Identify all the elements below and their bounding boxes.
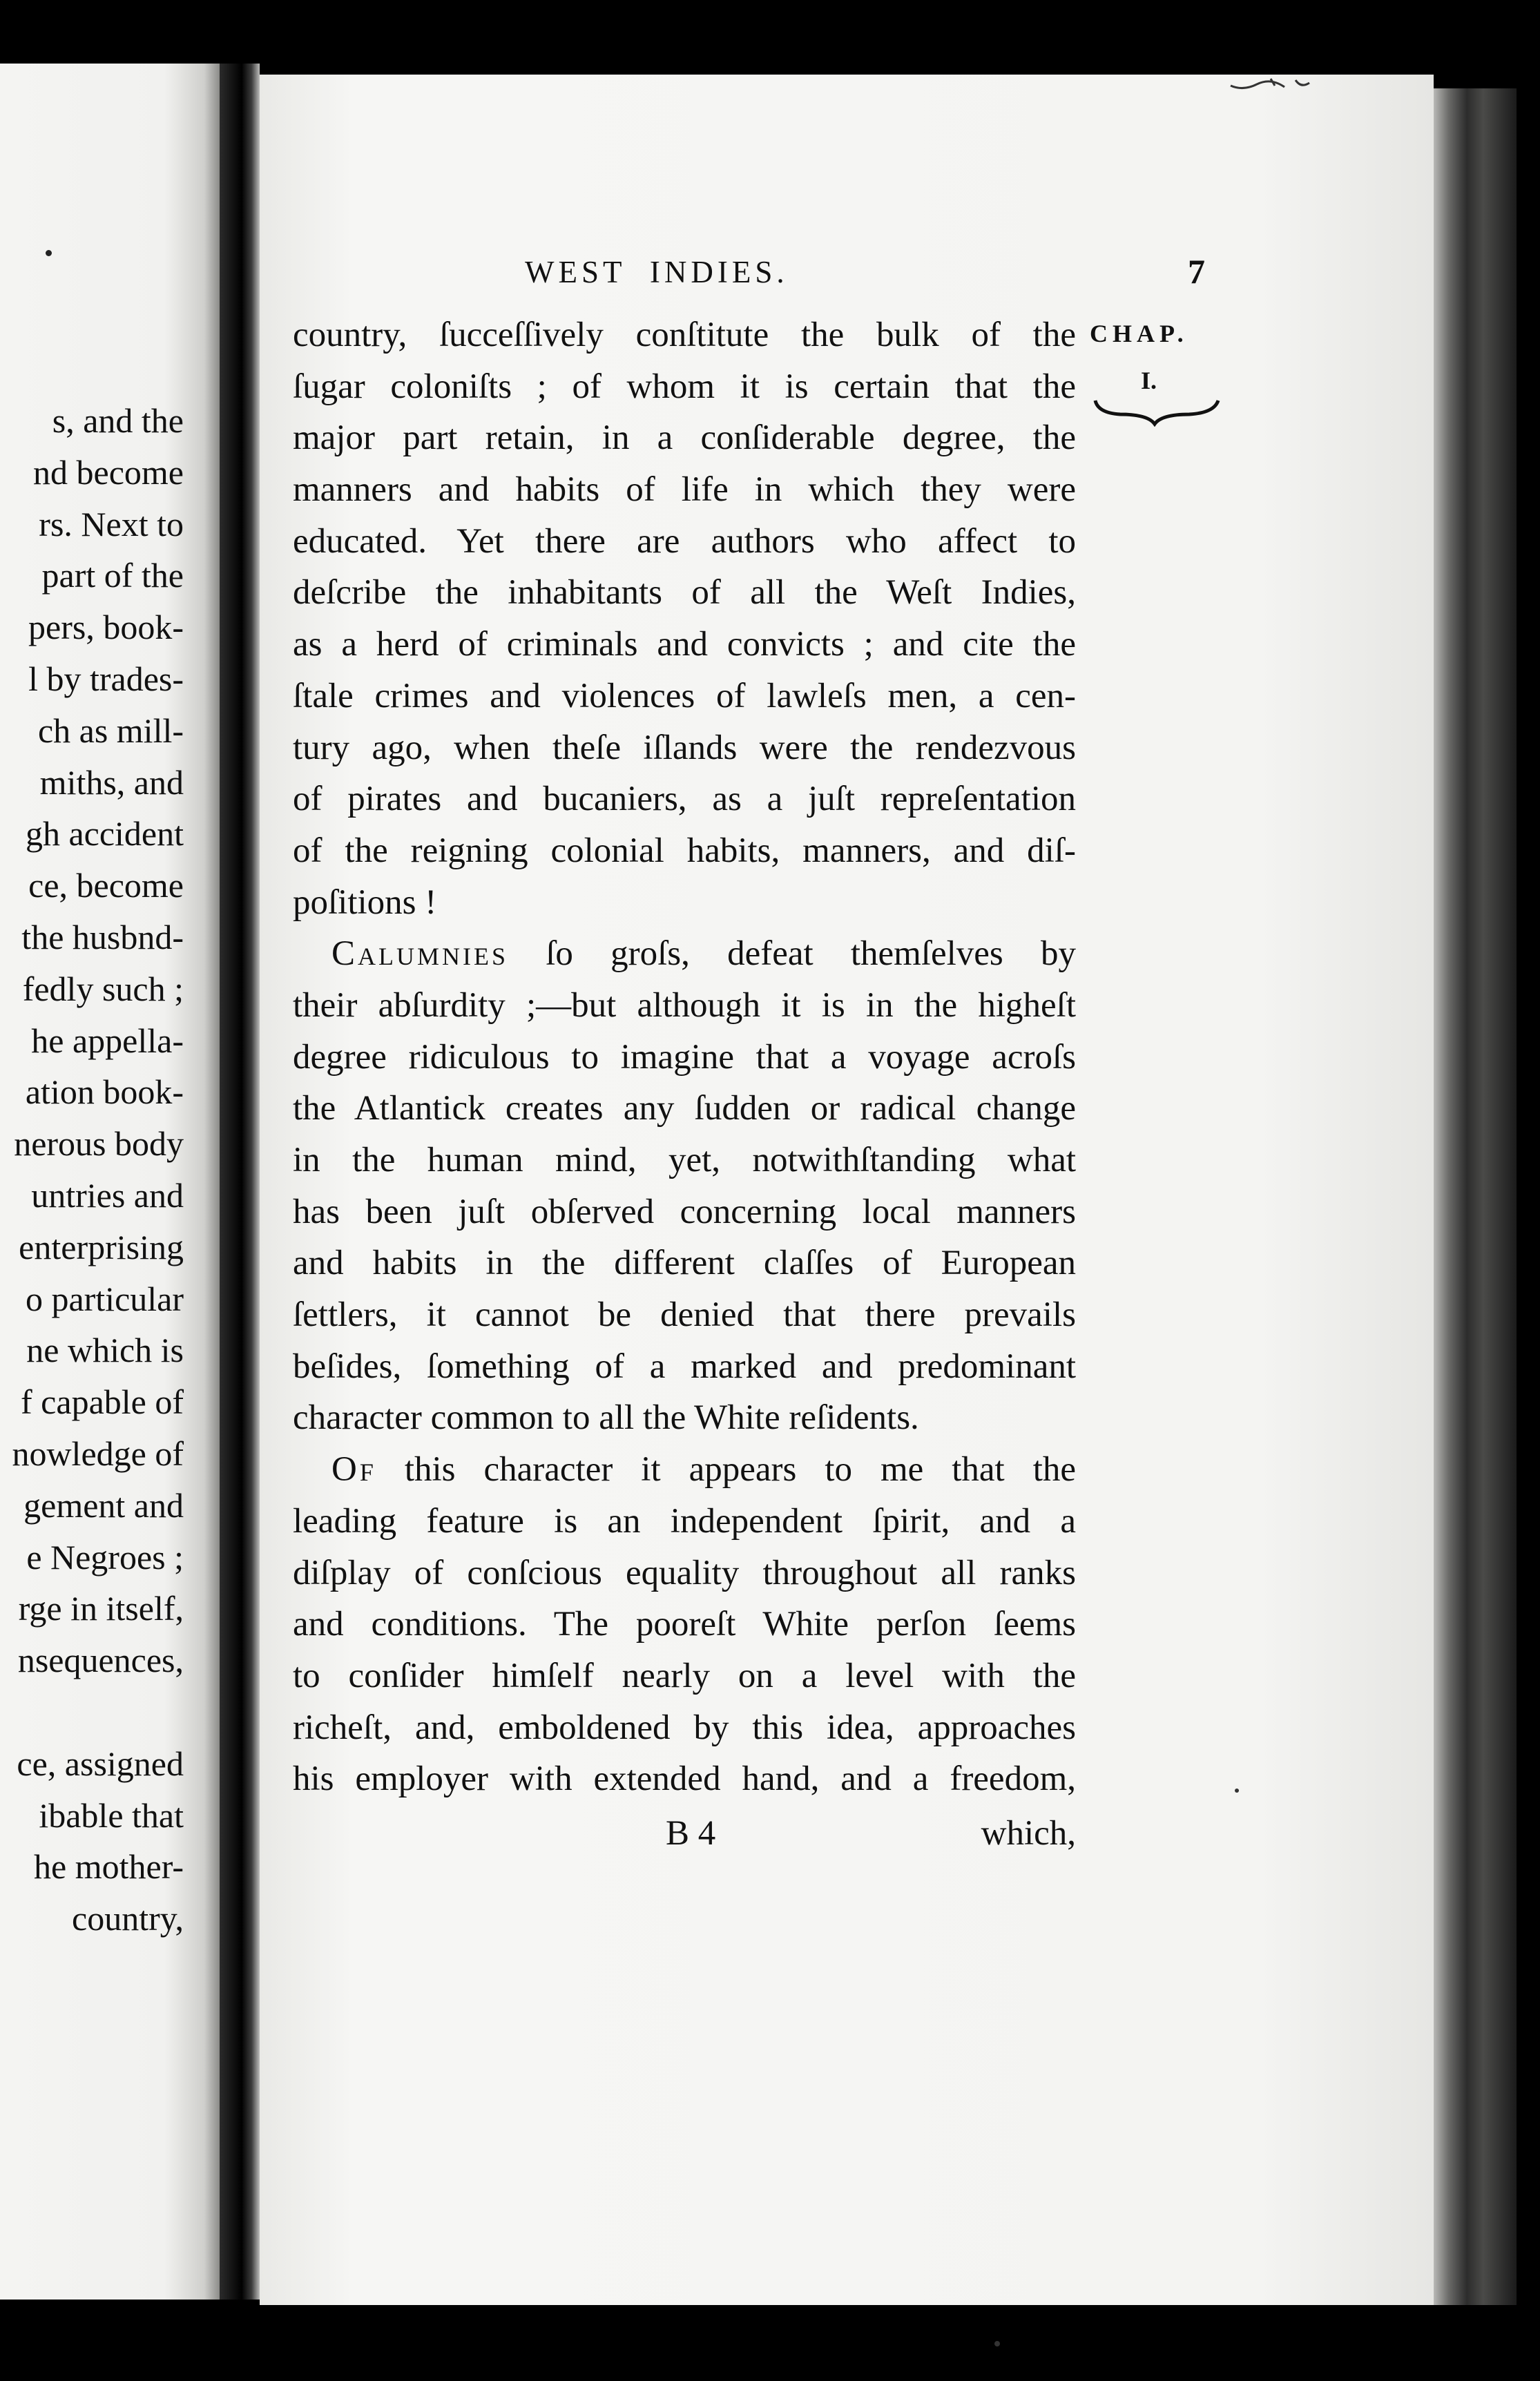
text-line: tury ago, when theſe iſlands were the rendezvous [293, 728, 1076, 767]
left-text-line [0, 1686, 184, 1738]
paragraph-lead-word: Calumnies [331, 934, 509, 974]
paper-speck [994, 2341, 1000, 2346]
body-text [293, 309, 1076, 1805]
left-text-line: gement and [23, 1485, 184, 1525]
left-text-line: f capable of [21, 1382, 184, 1422]
left-text-line: he appella- [31, 1021, 184, 1060]
text-line: deſcribe the inhabitants of all the Weſt Indies, [293, 573, 1076, 613]
left-text-line: nowledge of [12, 1434, 184, 1473]
running-head: WEST INDIES. [525, 255, 789, 289]
text-line: his employer with extended hand, and a freedom, [293, 1760, 1076, 1799]
text-line: poſitions ! [293, 883, 437, 922]
text-line: diſplay of conſcious equality throughout all ranks [293, 1553, 1076, 1592]
text-line: ſettlers, it cannot be denied that there prevails [293, 1295, 1076, 1335]
text-line: educated. Yet there are authors who affect to [293, 521, 1076, 561]
paragraph [293, 928, 1076, 1444]
paper-speck [1235, 1789, 1239, 1793]
text-line: character common to all the White reſidents. [293, 1398, 919, 1438]
left-text-line: ce, become [28, 866, 184, 905]
left-text-line: part of the [41, 556, 184, 595]
paragraph [293, 309, 1076, 928]
text-line: their abſurdity ;—but although it is in the higheſt [293, 985, 1076, 1025]
left-text-line: gh accident [25, 814, 184, 854]
left-text-line: pers, book- [28, 608, 184, 647]
text-line: manners and habits of life in which they were [293, 470, 1076, 510]
left-text-line: miths, and [39, 762, 184, 802]
text-run: this character it appears to me that the [376, 1450, 1076, 1490]
left-text-line: rge in itself, [18, 1589, 184, 1628]
left-text-line: l by trades- [28, 659, 184, 698]
text-line: to conſider himſelf nearly on a level with the [293, 1656, 1076, 1695]
left-text-line: ation book- [25, 1072, 184, 1112]
left-text-line: nd become [33, 452, 184, 492]
left-text-line: ne which is [26, 1331, 184, 1370]
page-footer [293, 1813, 1076, 1864]
chapter-brace-icon [1093, 396, 1221, 427]
page-number: 7 [1188, 252, 1205, 291]
text-line: has been juſt obſerved concerning local manners [293, 1192, 1076, 1231]
text-line [293, 1444, 1076, 1496]
left-text-line: fedly such ; [22, 969, 184, 1008]
text-line: and habits in the different claſſes of European [293, 1244, 1076, 1283]
left-page [0, 64, 220, 2300]
text-line: as a herd of criminals and convicts ; and cite the [293, 625, 1076, 664]
text-line: country, ſucceſſively conſtitute the bulk of the [293, 316, 1076, 354]
left-page-text [0, 395, 220, 1945]
left-text-line: the husbnd- [21, 917, 184, 956]
left-text-line: rs. Next to [39, 504, 184, 543]
left-text-line: ch as mill- [37, 711, 184, 750]
left-text-line: he mother- [34, 1847, 184, 1887]
book-gutter [220, 64, 260, 2300]
left-text-line: enterprising [19, 1227, 184, 1266]
text-line: beſides, ſomething of a marked and predominant [293, 1347, 1076, 1386]
left-text-line: s, and the [52, 401, 184, 440]
left-text-line: ibable that [39, 1795, 184, 1835]
text-line: of the reigning colonial habits, manners, and diſ- [293, 831, 1076, 870]
text-line: ſtale crimes and violences of lawleſs men, a cen- [293, 676, 1076, 715]
text-line: in the human mind, yet, notwithſtanding what [293, 1141, 1076, 1179]
left-text-line: nsequences, [17, 1641, 184, 1680]
text-line: major part retain, in a conſiderable degree, the [293, 418, 1076, 458]
text-line: of pirates and bucaniers, as a juſt repreſentation [293, 780, 1076, 819]
chapter-label: CHAP. [1090, 320, 1188, 347]
left-text-line: untries and [31, 1175, 184, 1215]
left-text-line: country, [72, 1899, 184, 1938]
text-line: ſugar coloniſts ; of whom it is certain that the [293, 367, 1076, 406]
text-line: degree ridiculous to imagine that a voyage acroſs [293, 1037, 1076, 1077]
text-line: leading feature is an independent ſpirit, and a [293, 1501, 1076, 1541]
text-line: and conditions. The pooreſt White perſon ſeems [293, 1605, 1076, 1644]
paragraph-lead-word: Of [331, 1450, 376, 1490]
text-line [293, 928, 1076, 980]
chapter-number: I. [1141, 367, 1157, 394]
left-text-line: nerous body [14, 1124, 184, 1164]
left-text-line: ce, assigned [17, 1744, 184, 1783]
paragraph [293, 1444, 1076, 1805]
text-line: the Atlantick creates any ſudden or radical change [293, 1089, 1076, 1128]
pencil-mark-icon [1229, 76, 1312, 97]
signature-mark: B 4 [666, 1814, 716, 1853]
page-fore-edge [1434, 88, 1517, 2305]
catchword: which, [981, 1814, 1076, 1853]
left-text-line: e Negroes ; [26, 1537, 184, 1577]
text-run: ſo groſs, defeat themſelves by [508, 934, 1076, 974]
left-text-line: o particular [25, 1279, 184, 1318]
text-line: richeſt, and, emboldened by this idea, approaches [293, 1708, 1076, 1747]
ink-dot [46, 250, 52, 256]
